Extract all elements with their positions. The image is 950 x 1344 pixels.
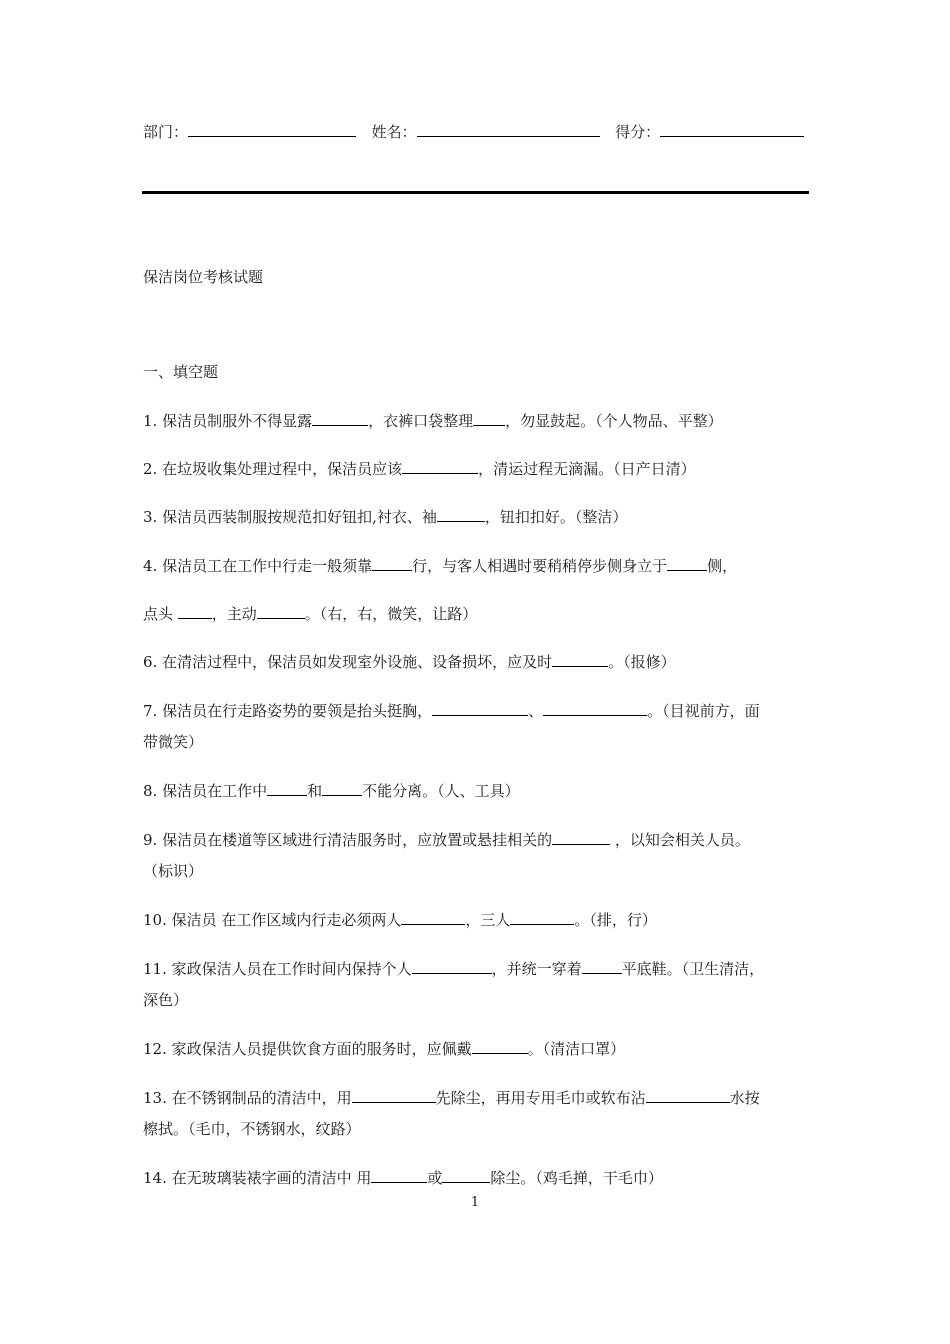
question-7 — [143, 701, 760, 721]
q11-blank-1[interactable] — [412, 959, 492, 974]
question-4 — [143, 556, 737, 576]
q1-text-b: ，衣裤口袋整理 — [368, 412, 474, 430]
question-7-continued: 带微笑） — [143, 733, 204, 751]
name-field[interactable] — [417, 122, 600, 137]
q2-text-b: ，清运过程无滴漏。（日产日清） — [478, 460, 696, 478]
q10-blank-2[interactable] — [510, 910, 574, 925]
q4-blank-1[interactable] — [372, 556, 412, 571]
q6-text-b: 。（报修） — [608, 653, 676, 671]
q6-text-a: 6. 在清洁过程中，保洁员如发现室外设施、设备损坏，应及时 — [143, 653, 553, 671]
q7-text-c: 。（目视前方，面 — [647, 702, 760, 720]
q4b-text-c: 。（右，右，微笑，让路） — [304, 605, 478, 623]
q9-text-a: 9. 保洁员在楼道等区域进行清洁服务时，应放置或悬挂相关的 — [143, 831, 553, 849]
question-9 — [143, 830, 750, 850]
q11-text-c: 平底鞋。（卫生清洁， — [621, 960, 765, 978]
q13-text-c: 水按 — [729, 1089, 760, 1107]
q14-blank-1[interactable] — [371, 1168, 427, 1183]
header-fields — [143, 122, 804, 142]
name-label: 姓名： — [371, 123, 417, 141]
score-label: 得分： — [615, 123, 661, 141]
q10-blank-1[interactable] — [401, 910, 465, 925]
q8-text-b: 和 — [307, 782, 323, 800]
q7-text-a: 7. 保洁员在行走路姿势的要领是抬头挺胸， — [143, 702, 433, 720]
question-11-continued: 深色） — [143, 991, 189, 1009]
q11-text-a: 11. 家政保洁人员在工作时间内保持个人 — [143, 960, 412, 978]
q10-text-c: 。（排，行） — [574, 911, 657, 929]
q13-text-a: 13. 在不锈钢制品的清洁中，用 — [143, 1089, 352, 1107]
question-14 — [143, 1168, 663, 1188]
q13-blank-2[interactable] — [646, 1088, 730, 1103]
q4b-text-a: 点头 — [143, 605, 178, 623]
q14-text-c: 除尘。（鸡毛掸，干毛巾） — [490, 1169, 663, 1187]
q14-text-b: 或 — [427, 1169, 443, 1187]
q4-text-a: 4. 保洁员工在工作中行走一般须靠 — [143, 557, 373, 575]
q7-text-b: 、 — [528, 702, 544, 720]
q1-text-c: ，勿显鼓起。（个人物品、平整） — [505, 412, 723, 430]
q3-text-b: ，钮扣扣好。（整洁） — [484, 508, 628, 526]
q12-text-b: 。（清洁口罩） — [527, 1040, 626, 1058]
q11-text-b: ，并统一穿着 — [491, 960, 582, 978]
q2-text-a: 2. 在垃圾收集处理过程中，保洁员应该 — [143, 460, 403, 478]
question-6 — [143, 652, 676, 672]
question-11 — [143, 959, 764, 979]
q4-text-c: 侧， — [707, 557, 738, 575]
question-2 — [143, 459, 696, 479]
question-3 — [143, 507, 627, 527]
page-title: 保洁岗位考核试题 — [143, 268, 264, 286]
q3-blank-1[interactable] — [437, 507, 485, 522]
q8-text-a: 8. 保洁员在工作中 — [143, 782, 268, 800]
question-12 — [143, 1039, 625, 1059]
question-13 — [143, 1088, 760, 1108]
question-8 — [143, 781, 520, 801]
q10-text-a: 10. 保洁员 在工作区域内行走必须两人 — [143, 911, 402, 929]
q8-blank-2[interactable] — [322, 781, 362, 796]
q1-blank-1[interactable] — [312, 411, 368, 426]
q10-text-b: ，三人 — [465, 911, 511, 929]
q8-text-c: 不能分离。（人、工具） — [362, 782, 520, 800]
score-field[interactable] — [660, 122, 804, 137]
q14-text-a: 14. 在无玻璃装裱字画的清洁中 用 — [143, 1169, 372, 1187]
q4-blank-4[interactable] — [257, 604, 305, 619]
question-4-continued — [143, 604, 477, 624]
q4-blank-2[interactable] — [667, 556, 707, 571]
dept-field[interactable] — [188, 122, 356, 137]
q8-blank-1[interactable] — [267, 781, 307, 796]
page-number: 1 — [470, 1195, 480, 1210]
q12-blank-1[interactable] — [472, 1039, 528, 1054]
q4-blank-3[interactable] — [178, 604, 212, 619]
q1-text-a: 1. 保洁员制服外不得显露 — [143, 412, 313, 430]
q12-text-a: 12. 家政保洁人员提供饮食方面的服务时，应佩戴 — [143, 1040, 472, 1058]
q13-text-b: 先除尘，再用专用毛巾或软布沾 — [435, 1089, 646, 1107]
q7-blank-1[interactable] — [432, 701, 528, 716]
q2-blank-1[interactable] — [402, 459, 478, 474]
q4-text-b: 行，与客人相遇时要稍稍停步侧身立于 — [412, 557, 668, 575]
dept-label: 部门： — [143, 123, 189, 141]
header-divider — [142, 191, 809, 194]
question-10 — [143, 910, 657, 930]
q4b-text-b: ，主动 — [211, 605, 257, 623]
q3-text-a: 3. 保洁员西装制服按规范扣好钮扣,衬衣、袖 — [143, 508, 437, 526]
question-13-continued: 檫拭。（毛巾，不锈钢水，纹路） — [143, 1120, 361, 1138]
q6-blank-1[interactable] — [552, 652, 608, 667]
section-heading: 一、填空题 — [143, 363, 219, 381]
q14-blank-2[interactable] — [442, 1168, 490, 1183]
q1-blank-2[interactable] — [473, 411, 505, 426]
question-9-continued: （标识） — [143, 862, 204, 880]
q13-blank-1[interactable] — [352, 1088, 436, 1103]
q11-blank-2[interactable] — [582, 959, 622, 974]
q9-text-b: ，以知会相关人员。 — [610, 831, 750, 849]
question-1 — [143, 411, 723, 431]
q9-blank-1[interactable] — [552, 830, 610, 845]
q7-blank-2[interactable] — [543, 701, 647, 716]
